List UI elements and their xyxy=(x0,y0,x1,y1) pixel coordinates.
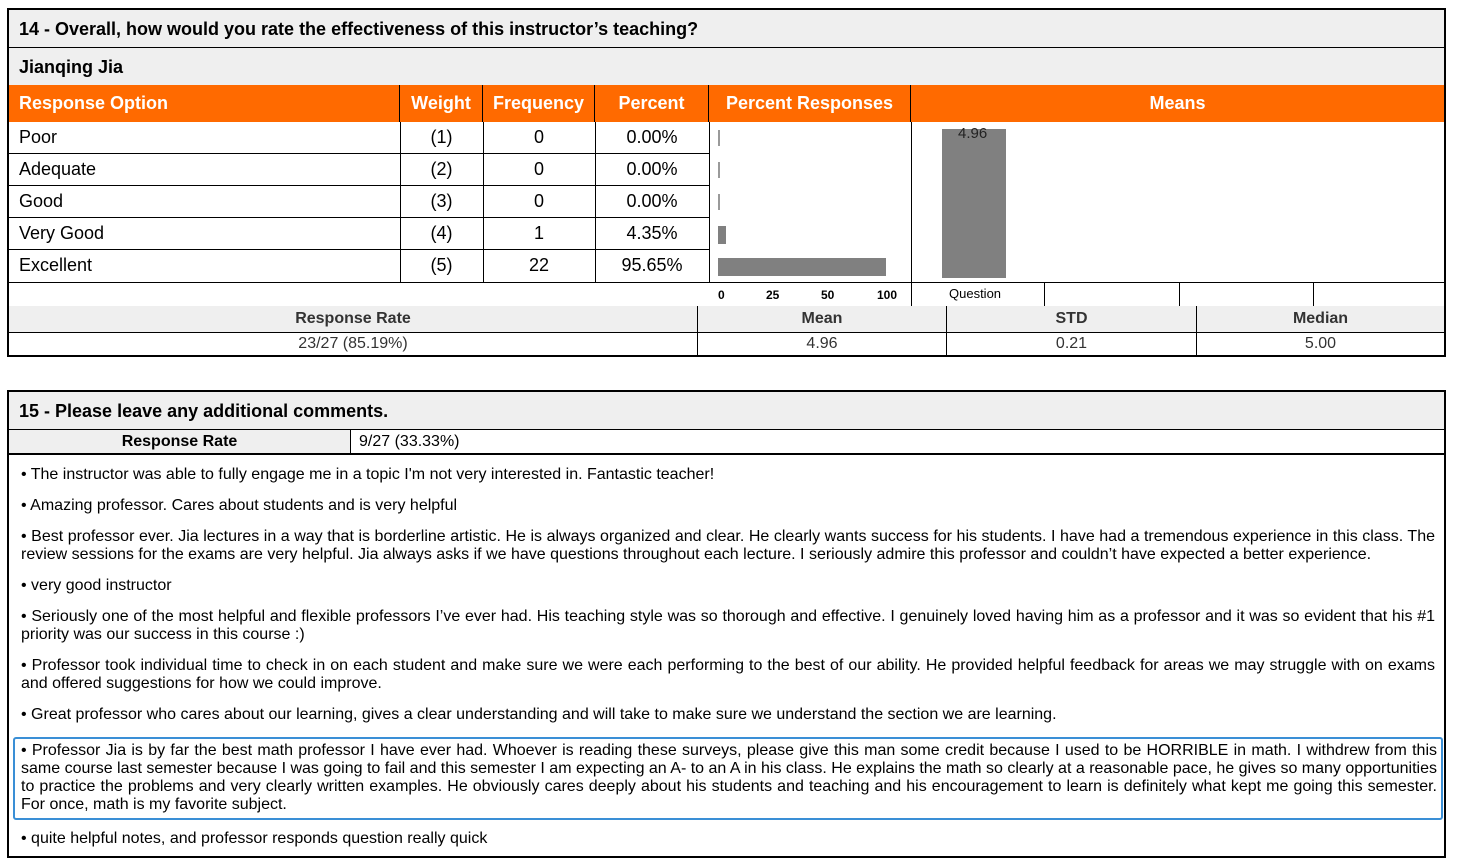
response-frequency: 22 xyxy=(528,255,550,275)
header-percent: Percent xyxy=(595,85,709,122)
percent-bar xyxy=(718,162,720,178)
response-option: Excellent xyxy=(19,255,93,275)
axis-tick-0: 0 xyxy=(718,288,725,302)
question-15-panel xyxy=(7,390,1446,858)
header-means: Means xyxy=(911,85,1444,122)
comment-item: • Great professor who cares about our learning, gives a clear understanding and will take to make sure we understand the section we are learning. xyxy=(21,706,1057,723)
response-weight: (5) xyxy=(430,255,453,275)
header-weight: Weight xyxy=(400,85,483,122)
means-axis-label: Question xyxy=(949,286,1002,301)
axis-tick-25: 25 xyxy=(766,288,780,302)
response-option: Very Good xyxy=(19,223,105,243)
response-frequency: 0 xyxy=(533,191,544,211)
header-percent-responses: Percent Responses xyxy=(709,85,911,122)
header-frequency: Frequency xyxy=(483,85,595,122)
comments-response-rate-label: Response Rate xyxy=(9,430,351,453)
question-14-panel xyxy=(7,8,1446,357)
stat-response-rate: 23/27 (85.19%) xyxy=(298,335,408,352)
response-percent: 0.00% xyxy=(626,127,678,147)
comment-item: • very good instructor xyxy=(21,577,172,594)
response-percent: 0.00% xyxy=(626,191,678,211)
response-percent: 4.35% xyxy=(626,223,678,243)
percent-bar xyxy=(718,194,720,210)
comment-item: • Seriously one of the most helpful and flexible professors I’ve ever had. His teaching style was so thorough and effective. I genuinely loved having him as a professor and it was so evident that his #1 priority was our success in this course :) xyxy=(21,608,1435,643)
comment-item: • Professor took individual time to check in on each student and make sure we were each performing to the best of our ability. He provided helpful feedback for areas we may struggle with on exams and offered suggestions for how we could improve. xyxy=(21,657,1435,692)
response-weight: (2) xyxy=(430,159,453,179)
response-option: Good xyxy=(19,191,64,211)
stat-median-label: Median xyxy=(1197,306,1444,332)
stats-divider xyxy=(946,306,947,356)
stats-divider xyxy=(1196,306,1197,356)
stat-median: 5.00 xyxy=(1304,335,1337,352)
means-bar xyxy=(942,129,1006,278)
stat-mean-label: Mean xyxy=(698,306,946,332)
response-percent: 95.65% xyxy=(621,255,683,275)
comments-response-rate-row xyxy=(9,430,1444,455)
legend-top-line xyxy=(9,282,1444,283)
response-weight: (4) xyxy=(430,223,453,243)
stat-std-label: STD xyxy=(947,306,1196,332)
comment-item: • The instructor was able to fully engage me in a topic I'm not very interested in. Fantastic teacher! xyxy=(21,466,715,483)
legend-divider xyxy=(1179,282,1180,306)
col-divider xyxy=(709,122,710,282)
stat-response-rate-label: Response Rate xyxy=(9,306,697,332)
instructor-name: Jianqing Jia xyxy=(9,48,1444,86)
percent-bar xyxy=(718,258,886,276)
stats-divider xyxy=(697,306,698,356)
col-divider xyxy=(595,122,596,282)
comment-item-selected: • Professor Jia is by far the best math professor I have ever had. Whoever is reading these surveys, please give this man some credit because I used to be HORRIBLE in math. I withdrew from this same course last semester because I was going to fail and this semester I am expecting an A- to an A in his class. He explains the math so clearly at a reasonable pace, he gives so many opportunities to practice the problems and very clearly written examples. He obviously cares deeply about his students and teaching and his encouragement to learn is definitely what kept me going this semester. For once, math is my favorite subject. xyxy=(13,737,1443,820)
response-weight: (1) xyxy=(430,127,453,147)
response-frequency: 0 xyxy=(533,127,544,147)
axis-tick-50: 50 xyxy=(821,288,835,302)
legend-divider xyxy=(1313,282,1314,306)
comment-item: • Amazing professor. Cares about students and is very helpful xyxy=(21,497,458,514)
percent-bar xyxy=(718,226,726,244)
question-15-title: 15 - Please leave any additional comments. xyxy=(9,392,1444,430)
response-option: Adequate xyxy=(19,159,97,179)
stat-std: 0.21 xyxy=(1055,335,1088,352)
header-response-option: Response Option xyxy=(9,85,400,122)
question-14-title: 14 - Overall, how would you rate the effectiveness of this instructor’s teaching? xyxy=(9,10,1444,48)
axis-tick-100: 100 xyxy=(877,288,898,302)
col-divider xyxy=(483,122,484,282)
percent-bar xyxy=(718,130,720,146)
response-weight: (3) xyxy=(430,191,453,211)
comments-list xyxy=(21,466,1435,861)
means-bar-label: 4.96 xyxy=(958,125,988,142)
col-divider xyxy=(400,122,401,282)
response-frequency: 0 xyxy=(533,159,544,179)
comment-item: • Best professor ever. Jia lectures in a way that is borderline artistic. He is always organized and clear. He clearly wants success for his students. I have had a tremendous experience in this class. The review sessions for the exams are very helpful. Jia always asks if we have questions throughout each lecture. I seriously admire this professor and couldn’t have expected a better experience. xyxy=(21,528,1435,563)
comments-response-rate: 9/27 (33.33%) xyxy=(359,433,460,450)
response-frequency: 1 xyxy=(533,223,544,243)
response-percent: 0.00% xyxy=(626,159,678,179)
comment-item: • quite helpful notes, and professor responds question really quick xyxy=(21,830,488,847)
col-divider xyxy=(911,122,912,306)
legend-divider xyxy=(1044,282,1045,306)
response-option: Poor xyxy=(19,127,58,147)
stat-mean: 4.96 xyxy=(806,335,838,352)
